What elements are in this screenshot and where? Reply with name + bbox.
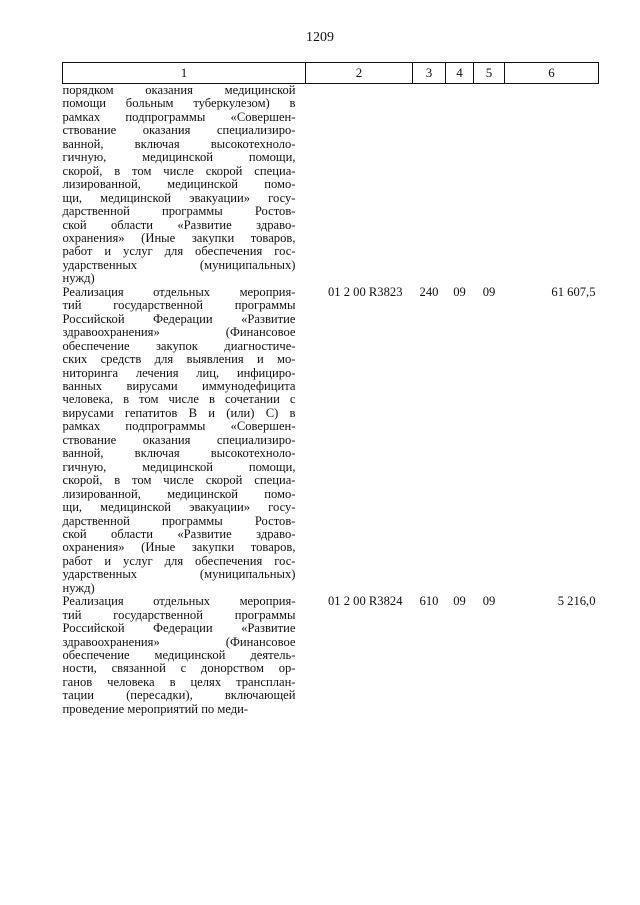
description-line: ванных вирусами иммунодефицита <box>62 378 296 393</box>
column-header-1: 1 <box>63 63 306 84</box>
description-line: человека, в том числе в сочетании с <box>62 392 296 407</box>
description-line: Реализация отдельных мероприя- <box>62 284 296 299</box>
description-line: ганов человека в целях трансплан- <box>62 674 296 689</box>
description-line: гичную, медицинской помощи, <box>62 459 296 474</box>
description-line: нужд) <box>62 580 95 595</box>
row-subsection <box>474 84 505 286</box>
description-line: ских средств для выявления и мо- <box>62 352 296 367</box>
description-line: ской области «Развитие здраво- <box>62 217 296 232</box>
row-amount: 61 607,5 <box>551 284 596 299</box>
description-line: ской области «Развитие здраво- <box>62 526 296 541</box>
row-description <box>63 286 306 595</box>
page-number: 1209 <box>306 30 334 45</box>
description-line: ванной, включая высокотехноло- <box>62 446 296 461</box>
description-line: здравоохранения» (Финансовое <box>62 634 296 649</box>
description-line: охранения» (Иные закупки товаров, <box>62 540 296 555</box>
description-line: ванной, включая высокотехноло- <box>62 136 296 151</box>
description-line: дарственной программы Ростов- <box>62 204 296 219</box>
description-line: вирусами гепатитов В и (или) С) в <box>62 405 296 420</box>
column-header-2: 2 <box>306 63 413 84</box>
row-section: 09 <box>453 284 466 299</box>
row-code <box>306 84 413 286</box>
row-description <box>63 84 306 286</box>
row-subsection: 09 <box>482 284 496 299</box>
description-line: Реализация отдельных мероприя- <box>62 594 296 609</box>
row-amount <box>505 84 599 286</box>
description-line: дарственной программы Ростов- <box>62 513 296 528</box>
table-body <box>63 84 599 717</box>
description-line: помощи больным туберкулезом) в <box>62 96 296 111</box>
description-line: Российской Федерации «Развитие <box>62 311 296 326</box>
description-line: здравоохранения» (Финансовое <box>62 325 296 340</box>
description-line: порядком оказания медицинской <box>62 83 296 97</box>
description-line: работ и услуг для обеспечения гос- <box>62 553 296 568</box>
description-line: ности, связанной с донорством ор- <box>62 661 296 676</box>
column-header-6: 6 <box>505 63 599 84</box>
description-line: обеспечение медицинской деятель- <box>62 648 296 663</box>
row-code: 01 2 00 R3824 <box>327 594 403 609</box>
description-line: тации (пересадки), включающей <box>62 688 296 703</box>
description-line: проведение мероприятий по меди- <box>62 701 249 716</box>
description-line: обеспечение закупок диагностиче- <box>62 338 296 353</box>
row-expense-type <box>413 84 446 286</box>
row-code: 01 2 00 R3823 <box>327 284 403 299</box>
table-row <box>63 286 599 595</box>
description-line: тий государственной программы <box>62 298 296 313</box>
column-header-4: 4 <box>446 63 474 84</box>
description-line: работ и услуг для обеспечения гос- <box>62 244 296 259</box>
description-line: щи, медицинской эвакуации» госу- <box>62 500 296 515</box>
description-line: охранения» (Иные закупки товаров, <box>62 230 296 245</box>
description-line: Российской Федерации «Развитие <box>62 621 296 636</box>
description-line: лизированной, медицинской помо- <box>62 177 296 192</box>
row-expense-type: 610 <box>419 594 439 609</box>
description-line: тий государственной программы <box>62 607 296 622</box>
description-line: ниторинга лечения лиц, инфициро- <box>62 365 296 380</box>
table-row <box>63 84 599 286</box>
column-header-3: 3 <box>413 63 446 84</box>
table-header-row <box>63 63 599 84</box>
description-line: скорой, в том числе скорой специа- <box>62 473 296 488</box>
description-line: щи, медицинской эвакуации» госу- <box>62 190 296 205</box>
description-line: лизированной, медицинской помо- <box>62 486 296 501</box>
row-amount: 5 216,0 <box>557 594 596 609</box>
budget-table <box>62 62 599 716</box>
description-line: ствование оказания специализиро- <box>62 123 296 138</box>
description-line: ствование оказания специализиро- <box>62 432 296 447</box>
description-line: нужд) <box>62 271 95 286</box>
row-subsection: 09 <box>482 594 496 609</box>
description-line: скорой, в том числе скорой специа- <box>62 163 296 178</box>
row-section <box>446 84 474 286</box>
description-line: рамках подпрограммы «Совершен- <box>62 419 296 434</box>
row-section: 09 <box>453 594 466 609</box>
description-line: гичную, медицинской помощи, <box>62 150 296 165</box>
row-expense-type: 240 <box>419 284 439 299</box>
description-line: ударственных (муниципальных) <box>62 567 296 582</box>
description-line: ударственных (муниципальных) <box>62 257 296 272</box>
column-header-5: 5 <box>474 63 505 84</box>
table-row <box>63 595 599 716</box>
row-description <box>63 595 306 716</box>
description-line: рамках подпрограммы «Совершен- <box>62 109 296 124</box>
